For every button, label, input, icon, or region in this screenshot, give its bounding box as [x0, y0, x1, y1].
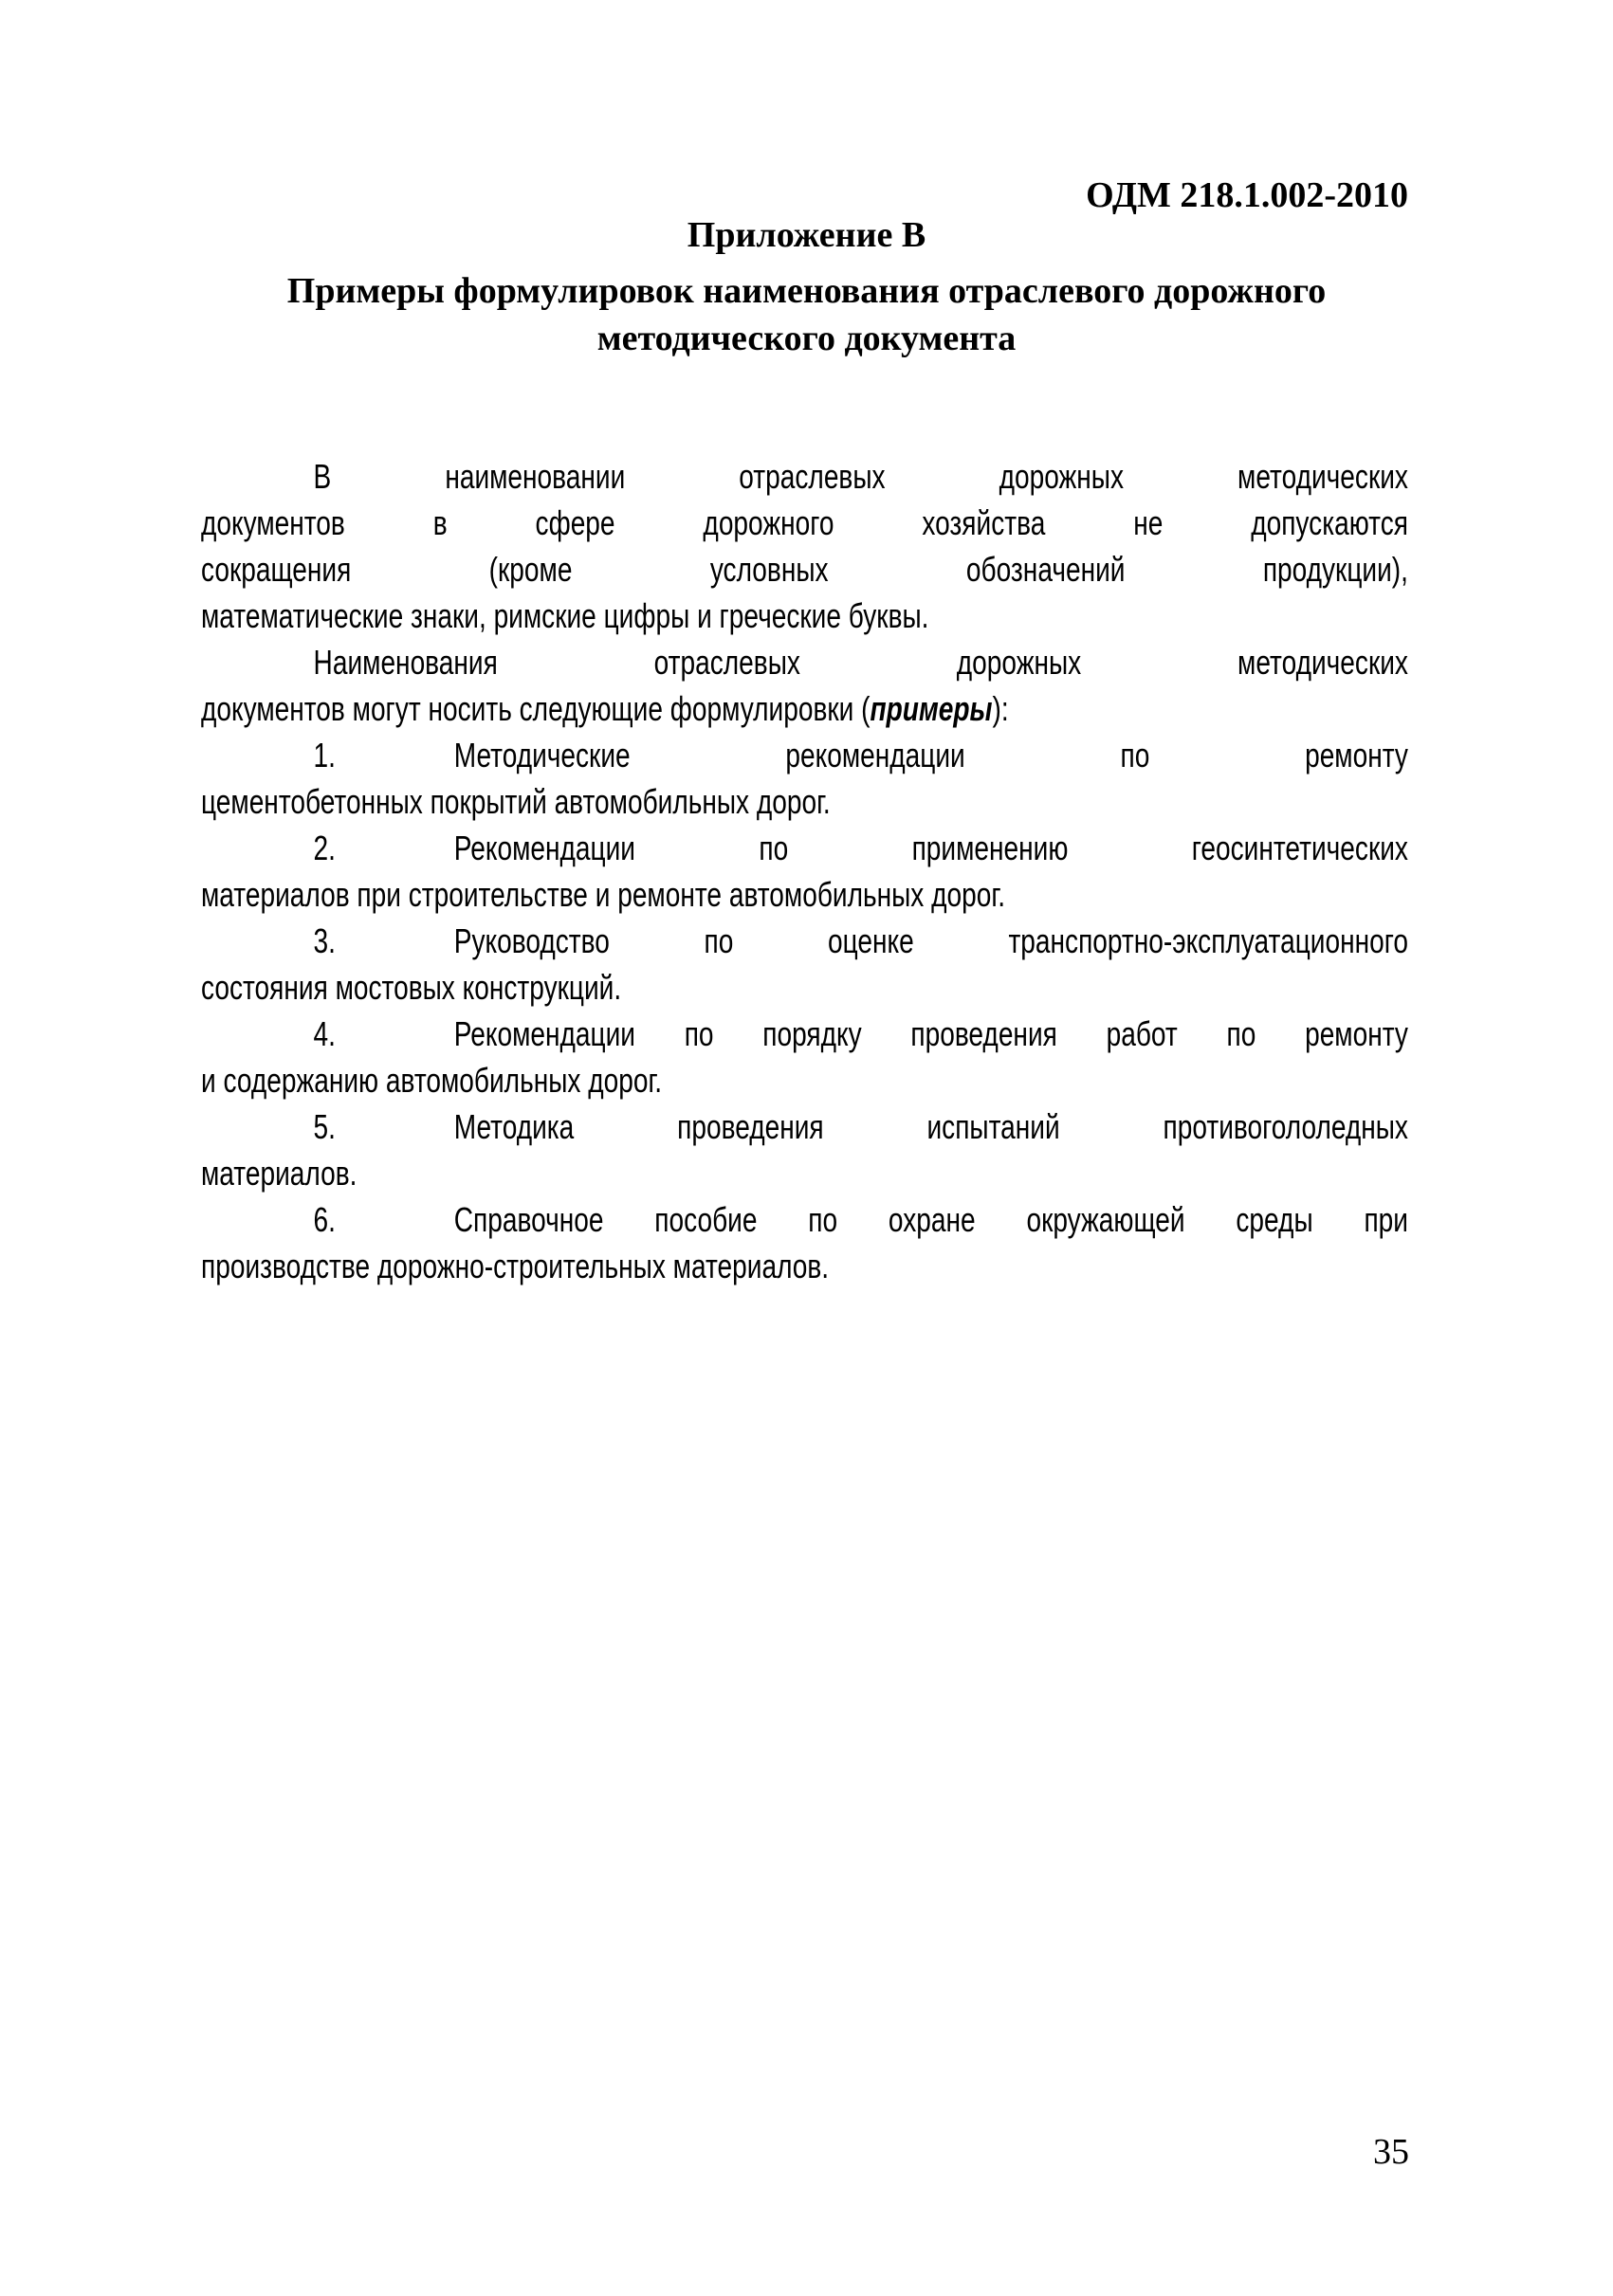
paragraph-1-line: сокращения (кроме условных обозначений продукции), — [201, 550, 1408, 589]
list-item — [201, 918, 1408, 964]
item-number: 1. — [313, 736, 336, 774]
page-number: 35 — [1373, 2132, 1409, 2172]
paragraph-2-line: Наименования отраслевых дорожных методических — [313, 643, 1408, 682]
item-number: 6. — [313, 1200, 336, 1239]
list-item — [201, 1103, 1408, 1150]
item-text: Справочное пособие по охране окружающей среды при — [453, 1200, 1408, 1239]
paragraph-1-line: В наименовании отраслевых дорожных методических — [313, 457, 1408, 496]
document-code: ОДМ 218.1.002-2010 — [1086, 175, 1408, 215]
item-number: 3. — [313, 921, 336, 960]
list-item-continuation: производстве дорожно-строительных материалов. — [201, 1247, 830, 1285]
item-text: Рекомендации по применению геосинтетических — [453, 829, 1408, 867]
paragraph-1-line: документов в сфере дорожного хозяйства не допускаются — [201, 503, 1408, 542]
item-text: Методика проведения испытаний противогололедных — [453, 1107, 1408, 1146]
list-item-continuation: цементобетонных покрытий автомобильных дорог. — [201, 782, 831, 821]
list-item-continuation: материалов. — [201, 1154, 357, 1193]
list-item — [201, 732, 1408, 778]
paragraph-2-line — [201, 685, 1408, 732]
text: ): — [992, 689, 1009, 728]
list-item — [201, 1011, 1408, 1057]
appendix-title-line-1: Примеры формулировок наименования отраслевого дорожного — [286, 271, 1327, 311]
item-text: Рекомендации по порядку проведения работ по ремонту — [453, 1014, 1408, 1053]
document-body — [201, 453, 1407, 1289]
list-item — [201, 1196, 1408, 1243]
item-text: Методические рекомендации по ремонту — [453, 736, 1408, 774]
appendix-title-line-2: методического документа — [596, 319, 1017, 358]
list-item-continuation: состояния мостовых конструкций. — [201, 968, 622, 1007]
item-number: 2. — [313, 829, 336, 867]
item-number: 5. — [313, 1107, 336, 1146]
item-number: 4. — [313, 1014, 336, 1053]
appendix-label: Приложение В — [687, 215, 926, 255]
list-item-continuation: материалов при строительстве и ремонте автомобильных дорог. — [201, 875, 1005, 914]
item-text: Руководство по оценке транспортно-эксплуатационного — [453, 921, 1408, 960]
emphasis-examples: примеры — [870, 689, 993, 728]
list-item-continuation: и содержанию автомобильных дорог. — [201, 1061, 663, 1100]
paragraph-1-line: математические знаки, римские цифры и греческие буквы. — [201, 596, 929, 635]
text: документов могут носить следующие формулировки ( — [201, 689, 871, 728]
list-item — [201, 825, 1408, 871]
